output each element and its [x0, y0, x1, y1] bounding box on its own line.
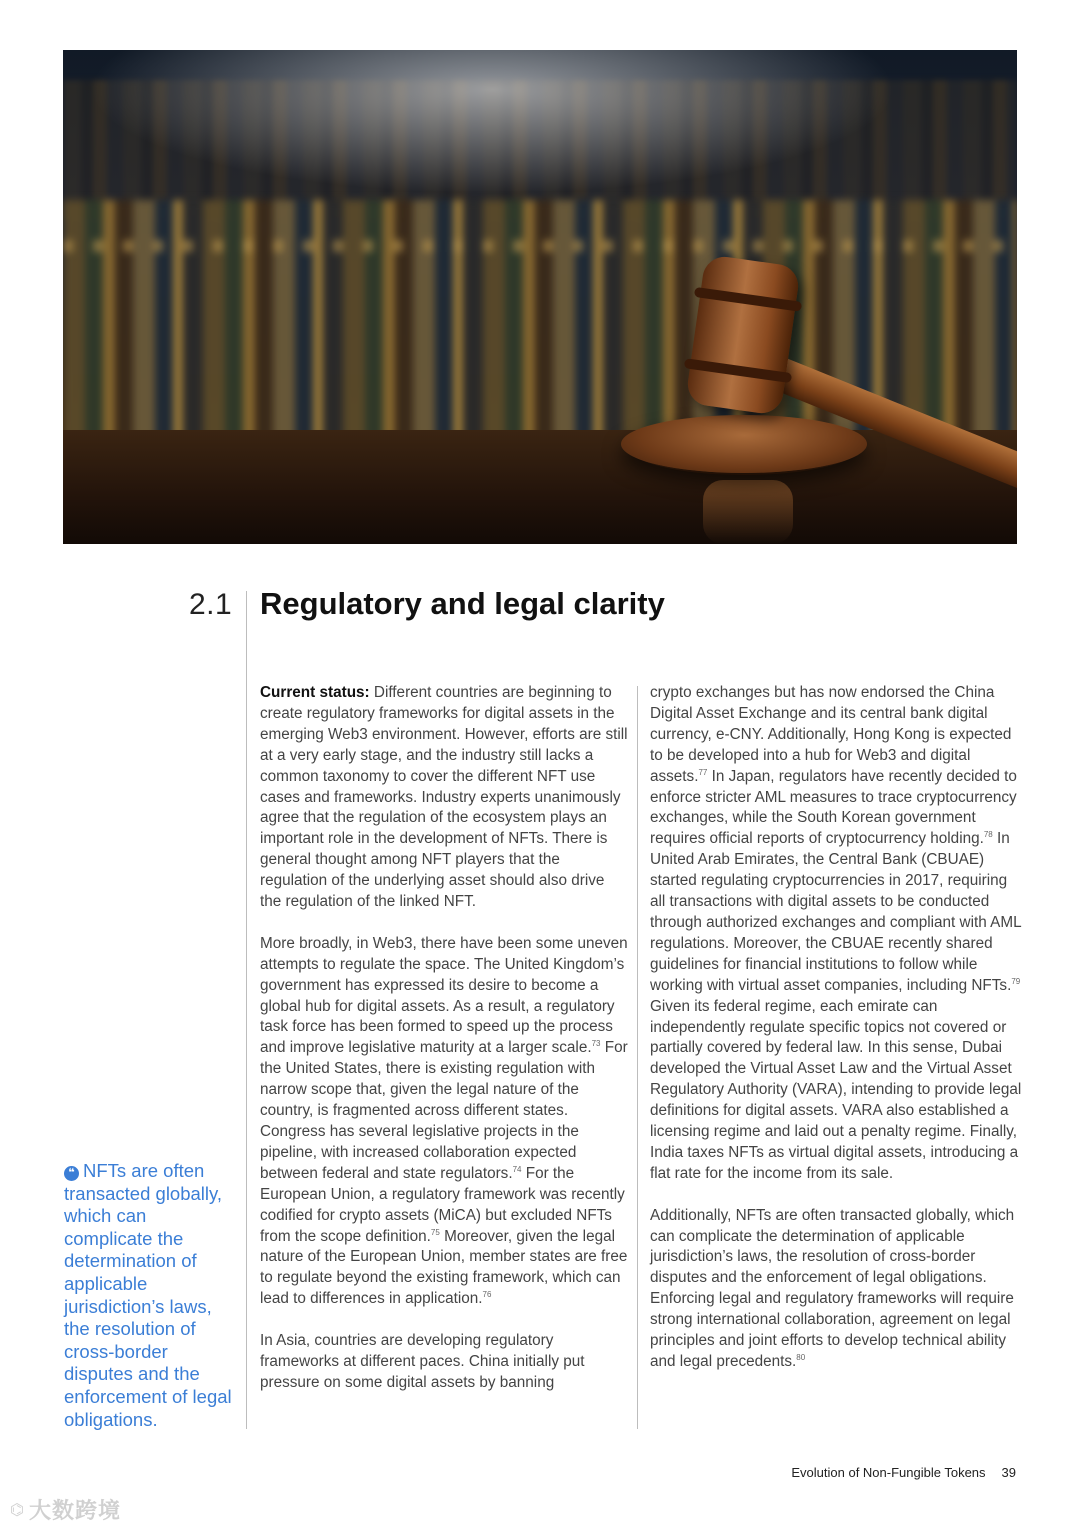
paragraph-text: In Japan, regulators have recently decided to enforce stricter AML measures to trace cryptocurrency exchanges, while the South Korean government requires official reports of cryptocurrency holding.: [650, 767, 1017, 848]
section-divider: [246, 591, 247, 1429]
paragraph-text: For the United States, there is existing regulation with narrow scope that, given the legal nature of the country, is fragmented across different states. Congress has several legislative projects in the pipeline, with increased collaboration expected between federal and state regulators.: [260, 1039, 628, 1182]
paragraph-asia: In Asia, countries are developing regulatory frameworks at different paces. China initially put pressure on some digital assets by banning: [260, 1332, 585, 1391]
paragraph-text: In United Arab Emirates, the Central Bank (CBUAE) started regulating cryptocurrencies in 2017, requiring all transactions with digital assets to be conducted through authorized exchanges and compliant with AML regulations. Moreover, the CBUAE recently shared guidelines for financial institutions to follow while working with virtual asset companies, including NFTs.: [650, 830, 1022, 994]
section-number: 2.1: [189, 588, 233, 621]
paragraph-text: Moreover, given the legal nature of the European Union, member states are free to regulate beyond the existing framework, which can lead to differences in application.: [260, 1227, 628, 1308]
paragraph-asia-continued: [650, 683, 1022, 1185]
footnote-ref[interactable]: 79: [1011, 976, 1021, 986]
watermark-text: 大数跨境: [28, 1498, 121, 1523]
paragraph-global-transactions: [650, 1206, 1022, 1373]
gavel-reflection: [703, 480, 793, 544]
footnote-ref[interactable]: 73: [591, 1039, 601, 1049]
body-column-2: [650, 683, 1022, 1394]
paragraph-text: More broadly, in Web3, there have been some uneven attempts to regulate the space. The United Kingdom’s government has expressed its desire to become a global hub for digital assets. As a result, a regulatory task force has been formed to speed up the process and improve legislative maturity at a larger scale.: [260, 934, 628, 1057]
paragraph-text: For the European Union, a regulatory framework was recently codified for crypto assets (MiCA) but excluded NFTs from the scope definition.: [260, 1164, 625, 1245]
wooden-table: [63, 430, 1017, 544]
footnote-ref[interactable]: 80: [796, 1352, 806, 1362]
sound-block: [621, 415, 867, 473]
paragraph-web3-regulation: [260, 934, 628, 1310]
footer-title: Evolution of Non-Fungible Tokens: [791, 1465, 986, 1480]
footnote-ref[interactable]: 78: [983, 830, 993, 840]
lead-label: Current status:: [260, 684, 370, 701]
paragraph-text: Different countries are beginning to create regulatory frameworks for digital assets in the emerging Web3 environment. However, efforts are still at a very early stage, and the industry still lacks a common taxonomy to cover the different NFT use cases and frameworks. Industry experts unanimously agree that the regulation of the ecosystem plays an important role in the development of NFTs. There is general thought among NFT players that the regulation of the underlying asset should also drive the regulation of the linked NFT.: [260, 684, 628, 911]
paragraph-current-status: [260, 683, 628, 913]
footnote-ref[interactable]: 75: [430, 1227, 440, 1237]
section-title: Regulatory and legal clarity: [260, 586, 665, 621]
footnote-ref[interactable]: 76: [482, 1290, 492, 1300]
body-column-1: [260, 683, 628, 1415]
page-number: 39: [1001, 1465, 1016, 1480]
pull-quote: [64, 1160, 234, 1431]
watermark-logo-icon: ⌬: [10, 1502, 25, 1519]
quote-icon: ❝: [64, 1166, 79, 1181]
watermark: [10, 1494, 121, 1525]
hero-gavel-image: [63, 50, 1017, 544]
footnote-ref[interactable]: 74: [512, 1164, 522, 1174]
footnote-ref[interactable]: 77: [698, 767, 708, 777]
paragraph-text: crypto exchanges but has now endorsed the China Digital Asset Exchange and its central bank digital currency, e-CNY. Additionally, Hong Kong is expected to be developed into a hub for Web3 and digital assets.: [650, 684, 1012, 785]
paragraph-text: Given its federal regime, each emirate can independently regulate specific topics not covered or partially covered by federal law. In this sense, Dubai developed the Virtual Asset Law and the Virtual Asset Regulatory Authority (VARA), intending to provide legal definitions for digital assets. VARA also established a licensing regime and laid out a penalty regime. Finally, India taxes NFTs as virtual digital assets, introducing a flat rate for the income from its sale.: [650, 997, 1022, 1182]
page-footer: [791, 1465, 1016, 1480]
paragraph-text: Additionally, NFTs are often transacted globally, which can complicate the determination of applicable jurisdiction’s laws, the resolution of cross-border disputes and the enforcement of legal obligations. Enforcing legal and regulatory frameworks will require strong international collaboration, agreement on legal principles and joint efforts to develop technical ability and legal precedents.: [650, 1206, 1015, 1370]
column-divider: [637, 686, 638, 1429]
pull-quote-text: NFTs are often transacted globally, which can complicate the determination of applicable jurisdiction’s laws, the resolution of cross-border disputes and the enforcement of legal obligations.: [64, 1160, 232, 1430]
